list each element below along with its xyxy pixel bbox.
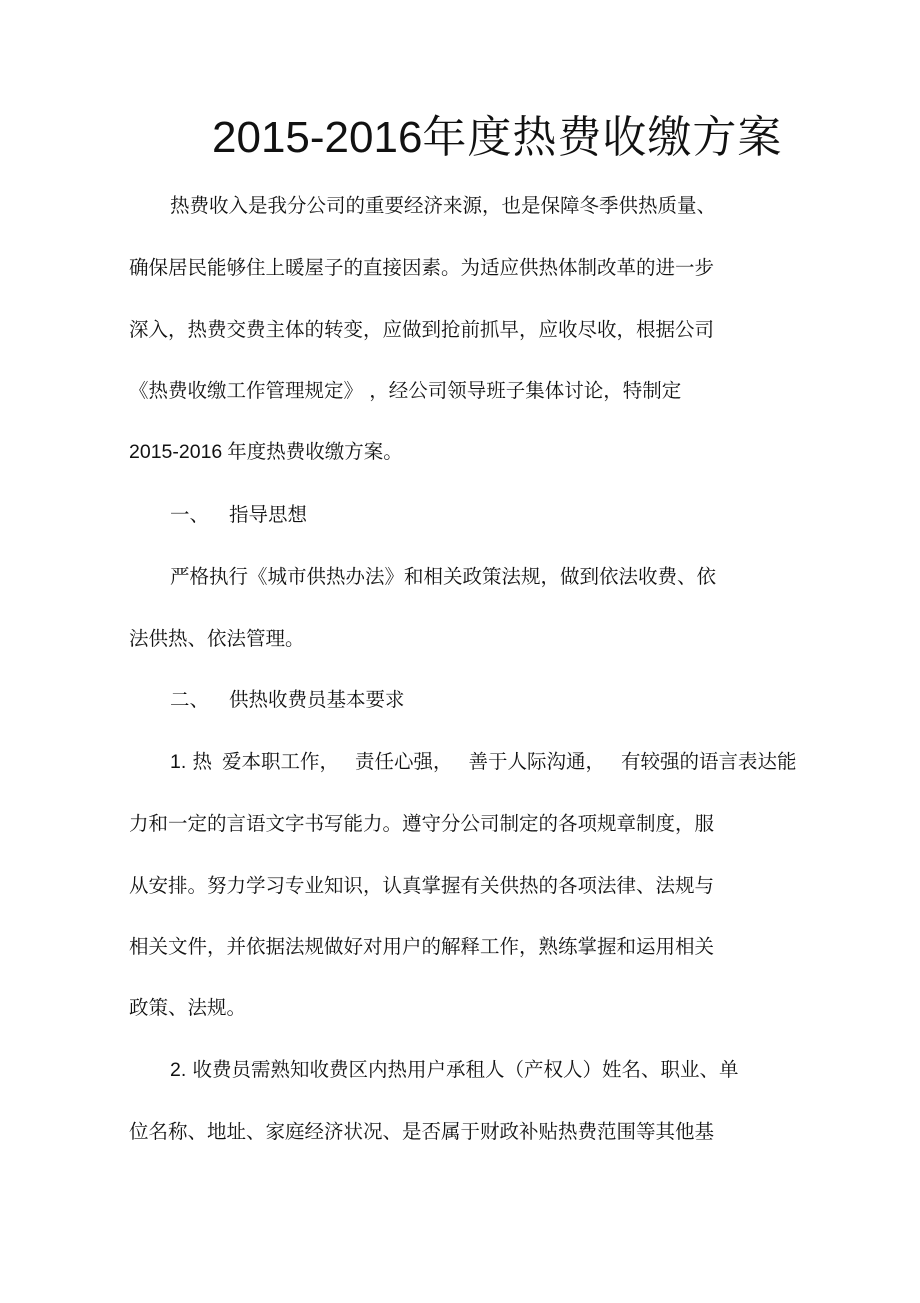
section-2-number: 二、 xyxy=(170,688,210,711)
intro-line-5 xyxy=(129,439,403,465)
title-text: 年度热费收缴方案 xyxy=(422,112,783,163)
item-2-line-1 xyxy=(170,1057,738,1083)
item-2-text: 收费员需熟知收费区内热用户承租人（产权人）姓名、职业、单 xyxy=(192,1058,739,1081)
intro-line-2: 确保居民能够住上暖屋子的直接因素。为适应供热体制改革的进一步 xyxy=(129,256,715,279)
item-2-line-2: 位名称、地址、家庭经济状况、是否属于财政补贴热费范围等其他基 xyxy=(129,1120,715,1143)
item-1-line-2: 力和一定的言语文字书写能力。遵守分公司制定的各项规章制度，服 xyxy=(129,812,715,835)
intro-line-3: 深入，热费交费主体的转变，应做到抢前抓早，应收尽收，根据公司 xyxy=(129,318,715,341)
section-1-line-2: 法供热、依法管理。 xyxy=(129,627,305,650)
item-1-line-4: 相关文件，并依据法规做好对用户的解释工作，熟练掌握和运用相关 xyxy=(129,935,715,958)
intro-year: 2015-2016 xyxy=(129,441,223,463)
section-1-heading xyxy=(170,502,307,528)
item-1-text-b: 爱本职工作， xyxy=(221,750,339,773)
intro-line-5-text: 年度热费收缴方案。 xyxy=(227,440,403,463)
intro-line-4: 《热费收缴工作管理规定》 ，经公司领导班子集体讨论，特制定 xyxy=(129,379,682,402)
item-1-line-5: 政策、法规。 xyxy=(129,996,247,1019)
title-year: 2015-2016 xyxy=(212,113,423,162)
section-1-line-1: 严格执行《城市供热办法》和相关政策法规，做到依法收费、依 xyxy=(170,565,717,588)
item-1-text-a: 热 xyxy=(192,750,212,773)
item-1-number: 1. xyxy=(170,751,187,773)
section-2-title: 供热收费员基本要求 xyxy=(229,688,405,711)
item-1-line-3: 从安排。努力学习专业知识，认真掌握有关供热的各项法律、法规与 xyxy=(129,874,715,897)
item-1-text-d: 善于人际沟通， xyxy=(468,750,606,773)
document-title xyxy=(212,108,782,168)
item-1-text-e: 有较强的语言表达能 xyxy=(621,750,797,773)
item-1-text-c: 责任心强， xyxy=(355,750,453,773)
section-1-title: 指导思想 xyxy=(229,503,308,526)
item-2-number: 2. xyxy=(170,1059,187,1081)
section-1-number: 一、 xyxy=(170,503,210,526)
section-2-heading xyxy=(170,687,405,713)
intro-line-1: 热费收入是我分公司的重要经济来源，也是保障冬季供热质量、 xyxy=(170,194,717,217)
item-1-line-1 xyxy=(170,749,797,775)
